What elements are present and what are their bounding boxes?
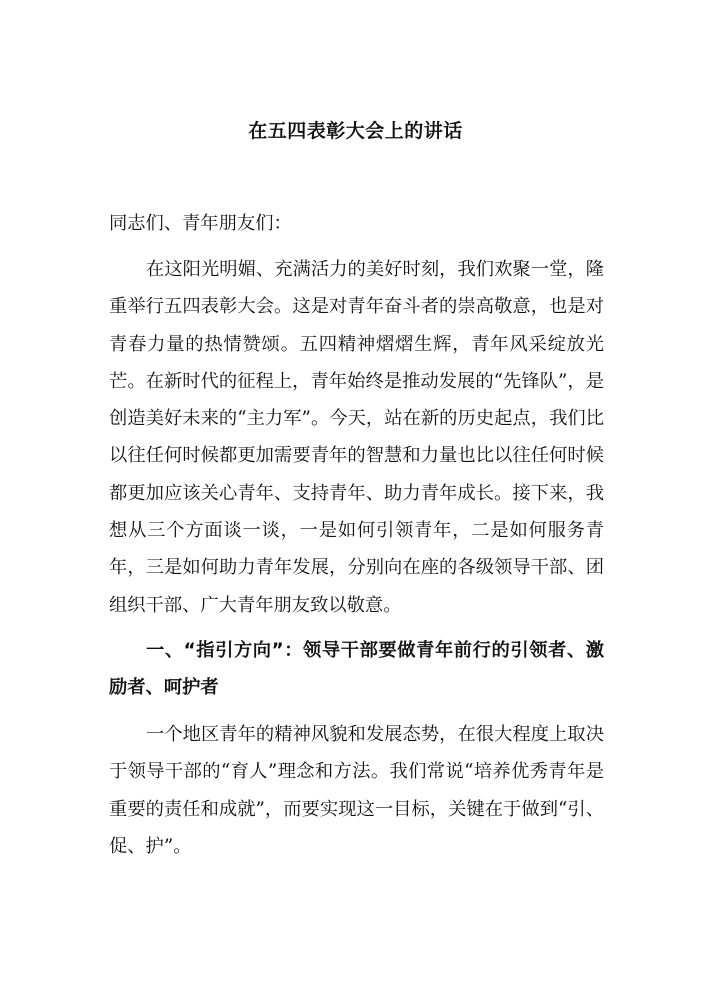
paragraph-1: 在这阳光明媚、充满活力的美好时刻，我们欢聚一堂，隆重举行五四表彰大会。这是对青年奋斗者的崇高敬意，也是对青春力量的热情赞颂。五四精神熠熠生辉，青年风采绽放光芒。在新时代的征程上，青年始终是推动发展的“先锋队”，是创造美好未来的“主力军”。今天，站在新的历史起点，我们比以往任何时候都更加需要青年的智慧和力量也比以往任何时候都更加应该关心青年、支持青年、助力青年成长。接下来，我想从三个方面谈一谈，一是如何引领青年，二是如何服务青年，三是如何助力青年发展，分别向在座的各级领导干部、团组织干部、广大青年朋友致以敬意。 — [109, 259, 604, 616]
greeting: 同志们、青年朋友们： — [109, 213, 292, 234]
section-1-heading: 一、“指引方向”：领导干部要做青年前行的引领者、激励者、呵护者 — [109, 640, 604, 699]
document-title: 在五四表彰大会上的讲话 — [248, 120, 463, 142]
paragraph-2: 一个地区青年的精神风貌和发展态势，在很大程度上取决于领导干部的“育人”理念和方法。我们常说“培养优秀青年是重要的责任和成就”，而要实现这一目标，关键在于做到“引、促、护”。 — [109, 724, 604, 857]
